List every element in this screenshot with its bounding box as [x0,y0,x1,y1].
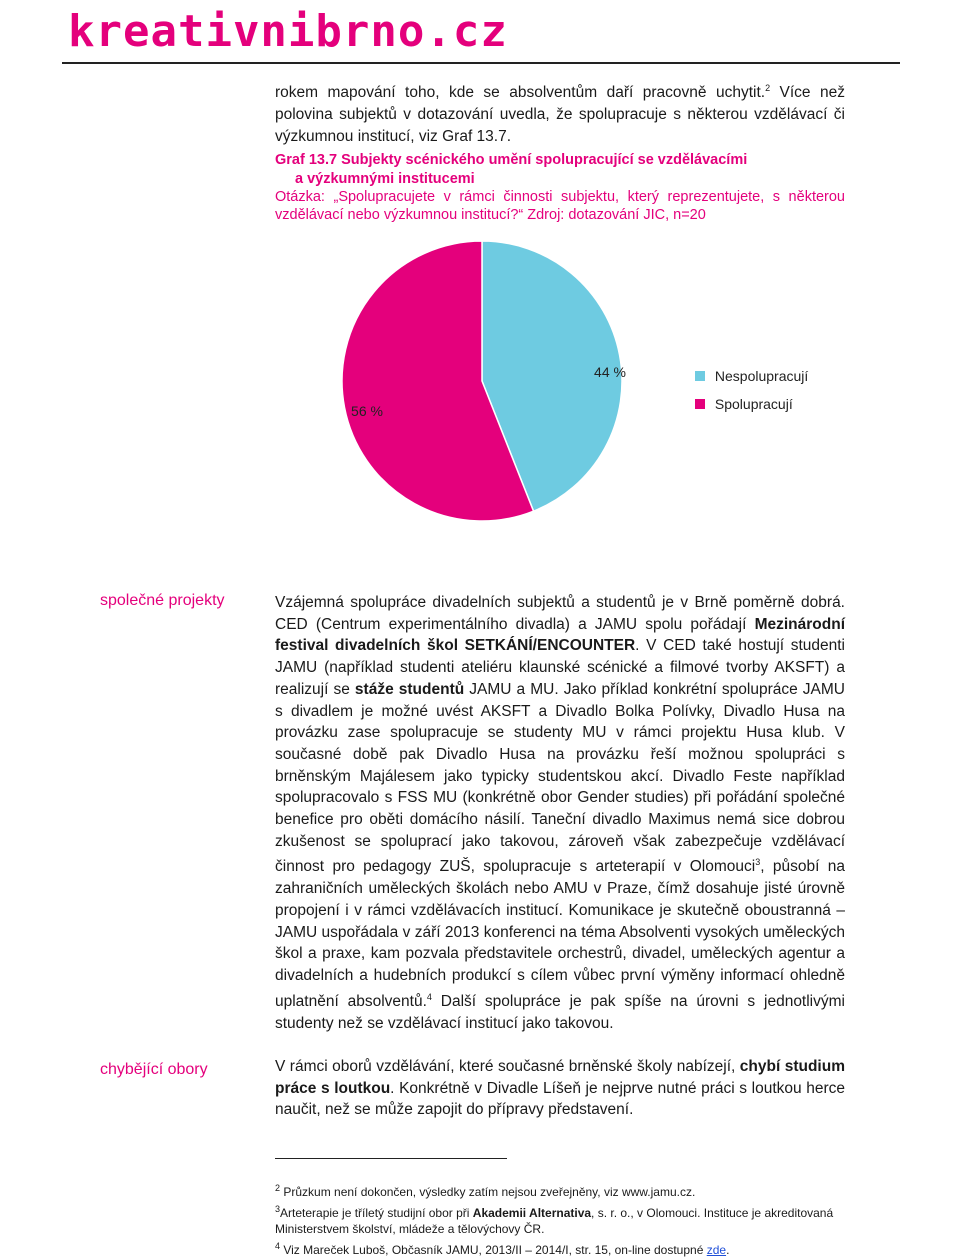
footnote-3-text-run: , s. r. o., v Olomouci. Instituce je akreditovaná Ministerstvem školství, mládeže a tělovýchovy ČR. [275,1206,833,1237]
intro-text-2: Více než polovina subjektů v dotazování uvedla, že spolupracuje s některou vzdělávací či výzkumnou institucí, viz Graf 13.7. [275,84,845,144]
legend-swatch-nespolupracuji [695,371,705,381]
legend-swatch-spolupracuji [695,399,705,409]
site-logo: kreativnibrno.cz [68,6,508,57]
section-1-footnote-ref[interactable]: 3 [755,857,760,867]
footnote-4-footnote-ref[interactable]: 4 [275,1241,280,1251]
footnote-2 [275,1180,855,1201]
section-1-text-run: Vzájemná spolupráce divadelních subjektů a studentů je v Brně poměrně dobrá. CED (Centrum experimentálního divadla) a JAMU spolu pořádají [275,594,845,633]
figure-title [275,151,845,189]
section-2-text-run: . Konkrétně v Divadle Líšeň je nejprve nutné práci s loutkou herce naučit, než se může zapojit do přípravy představení. [275,1080,845,1119]
footnote-4-text-run: . [726,1243,729,1257]
figure-question: Otázka: „Spolupracujete v rámci činnosti subjektu, který reprezentujete, s některou vzdělávací nebo výzkumnou institucí?“ Zdroj: dotazování JIC, n=20 [275,188,845,224]
section-1-text-run: JAMU a MU. Jako příklad konkrétní spolupráce JAMU s divadlem je možné uvést AKSFT a Divadlo Bolka Polívky, Divadlo Husa na provázku zase spolupracuje se studenty MU v rámci projektu Husa klub. V současné době pak Divadlo Husa na provázku řeší možnou spolupráci s brněnským Majálesem jako typicky studentskou akcí. Divadlo Feste například spolupracovalo s FSS MU (konkrétně obor Gender studies) při pořádání společné benefice pro oběti domácího násilí. Taneční divadlo Maximus nemá sice dobrou zkušenost se spoluprací jako takovou, zároveň však zabezpečuje vzdělávací činnost pro pedagogy ZUŠ, spolupracuje s arteterapií v Olomouci [275,681,845,876]
section-label-chybejici-obory: chybějící obory [100,1061,208,1079]
section-label-spolecne-projekty: společné projekty [100,592,225,610]
legend-item-spolupracuji [695,396,808,412]
footnote-3-footnote-ref[interactable]: 3 [275,1204,280,1214]
section-1-text-run: , působí na zahraničních uměleckých školách nebo AMU v Praze, čímž dosahuje jisté úrovně propojení i v rámci vzdělávacích institucí. Komunikace je skutečně oboustranná – JAMU uspořádala v září 2013 konferenci na téma Absolventi vysokých uměleckých škol a praxe, kam pozvala představitele orchestrů, divadel, uměleckých agentur a divadelních a hudebních produkcí s cílem vůbec první výměny informací ohledně uplatnění absolventů. [275,859,845,1010]
figure-title-line-2: a výzkumnými institucemi [275,170,845,189]
section-paragraph-2 [275,1056,845,1121]
footnote-4-text-run: Viz Mareček Luboš, Občasník JAMU, 2013/II – 2014/I, str. 15, on-line dostupné [280,1243,707,1257]
footnote-3-text-run: Akademii Alternativa [473,1206,591,1220]
footnote-3 [275,1201,855,1238]
chart-legend [695,368,808,412]
footnote-4-link[interactable]: zde [707,1243,726,1257]
legend-label-spolupracuji: Spolupracují [715,396,793,412]
section-1-text-run: Další spolupráce je pak spíše na úrovni s jednotlivými studenty než se vzdělávací institucí jako takovou. [275,993,845,1032]
intro-paragraph [275,78,845,147]
footnote-rule [275,1158,507,1159]
footnote-ref-2[interactable]: 2 [765,83,770,93]
section-1-footnote-ref[interactable]: 4 [427,992,432,1002]
footnotes [275,1180,855,1258]
footnote-2-footnote-ref[interactable]: 2 [275,1183,280,1193]
figure-title-line-1: Graf 13.7 Subjekty scénického umění spolupracující se vzdělávacími [275,152,747,168]
footnote-4 [275,1238,855,1258]
footnote-3-text-run: Arteterapie je tříletý studijní obor při [280,1206,473,1220]
pie-label-spolupracují: 56 % [351,403,383,419]
legend-item-nespolupracuji [695,368,808,384]
section-2-text-run: V rámci oborů vzdělávání, které současné brněnské školy nabízejí, [275,1058,740,1075]
section-1-text-run: . V CED také hostují studenti JAMU (například studenti ateliéru klaunské scénické a filmové tvorby AKSFT) a realizují se [275,637,845,697]
footnote-2-text-run: Průzkum není dokončen, výsledky zatím nejsou zveřejněny, viz www.jamu.cz. [280,1185,695,1199]
pie-label-nespolupracují: 44 % [594,364,626,380]
legend-label-nespolupracuji: Nespolupracují [715,368,808,384]
section-2-text-run: chybí studium práce s loutkou [275,1058,845,1097]
intro-text-1: rokem mapování toho, kde se absolventům daří pracovně uchytit. [275,84,765,101]
section-paragraph-1 [275,592,845,1034]
header-rule [62,62,900,64]
section-1-text-run: Mezinárodní festival divadelních škol SETKÁNÍ/ENCOUNTER [275,616,845,655]
section-1-text-run: stáže studentů [355,681,464,698]
